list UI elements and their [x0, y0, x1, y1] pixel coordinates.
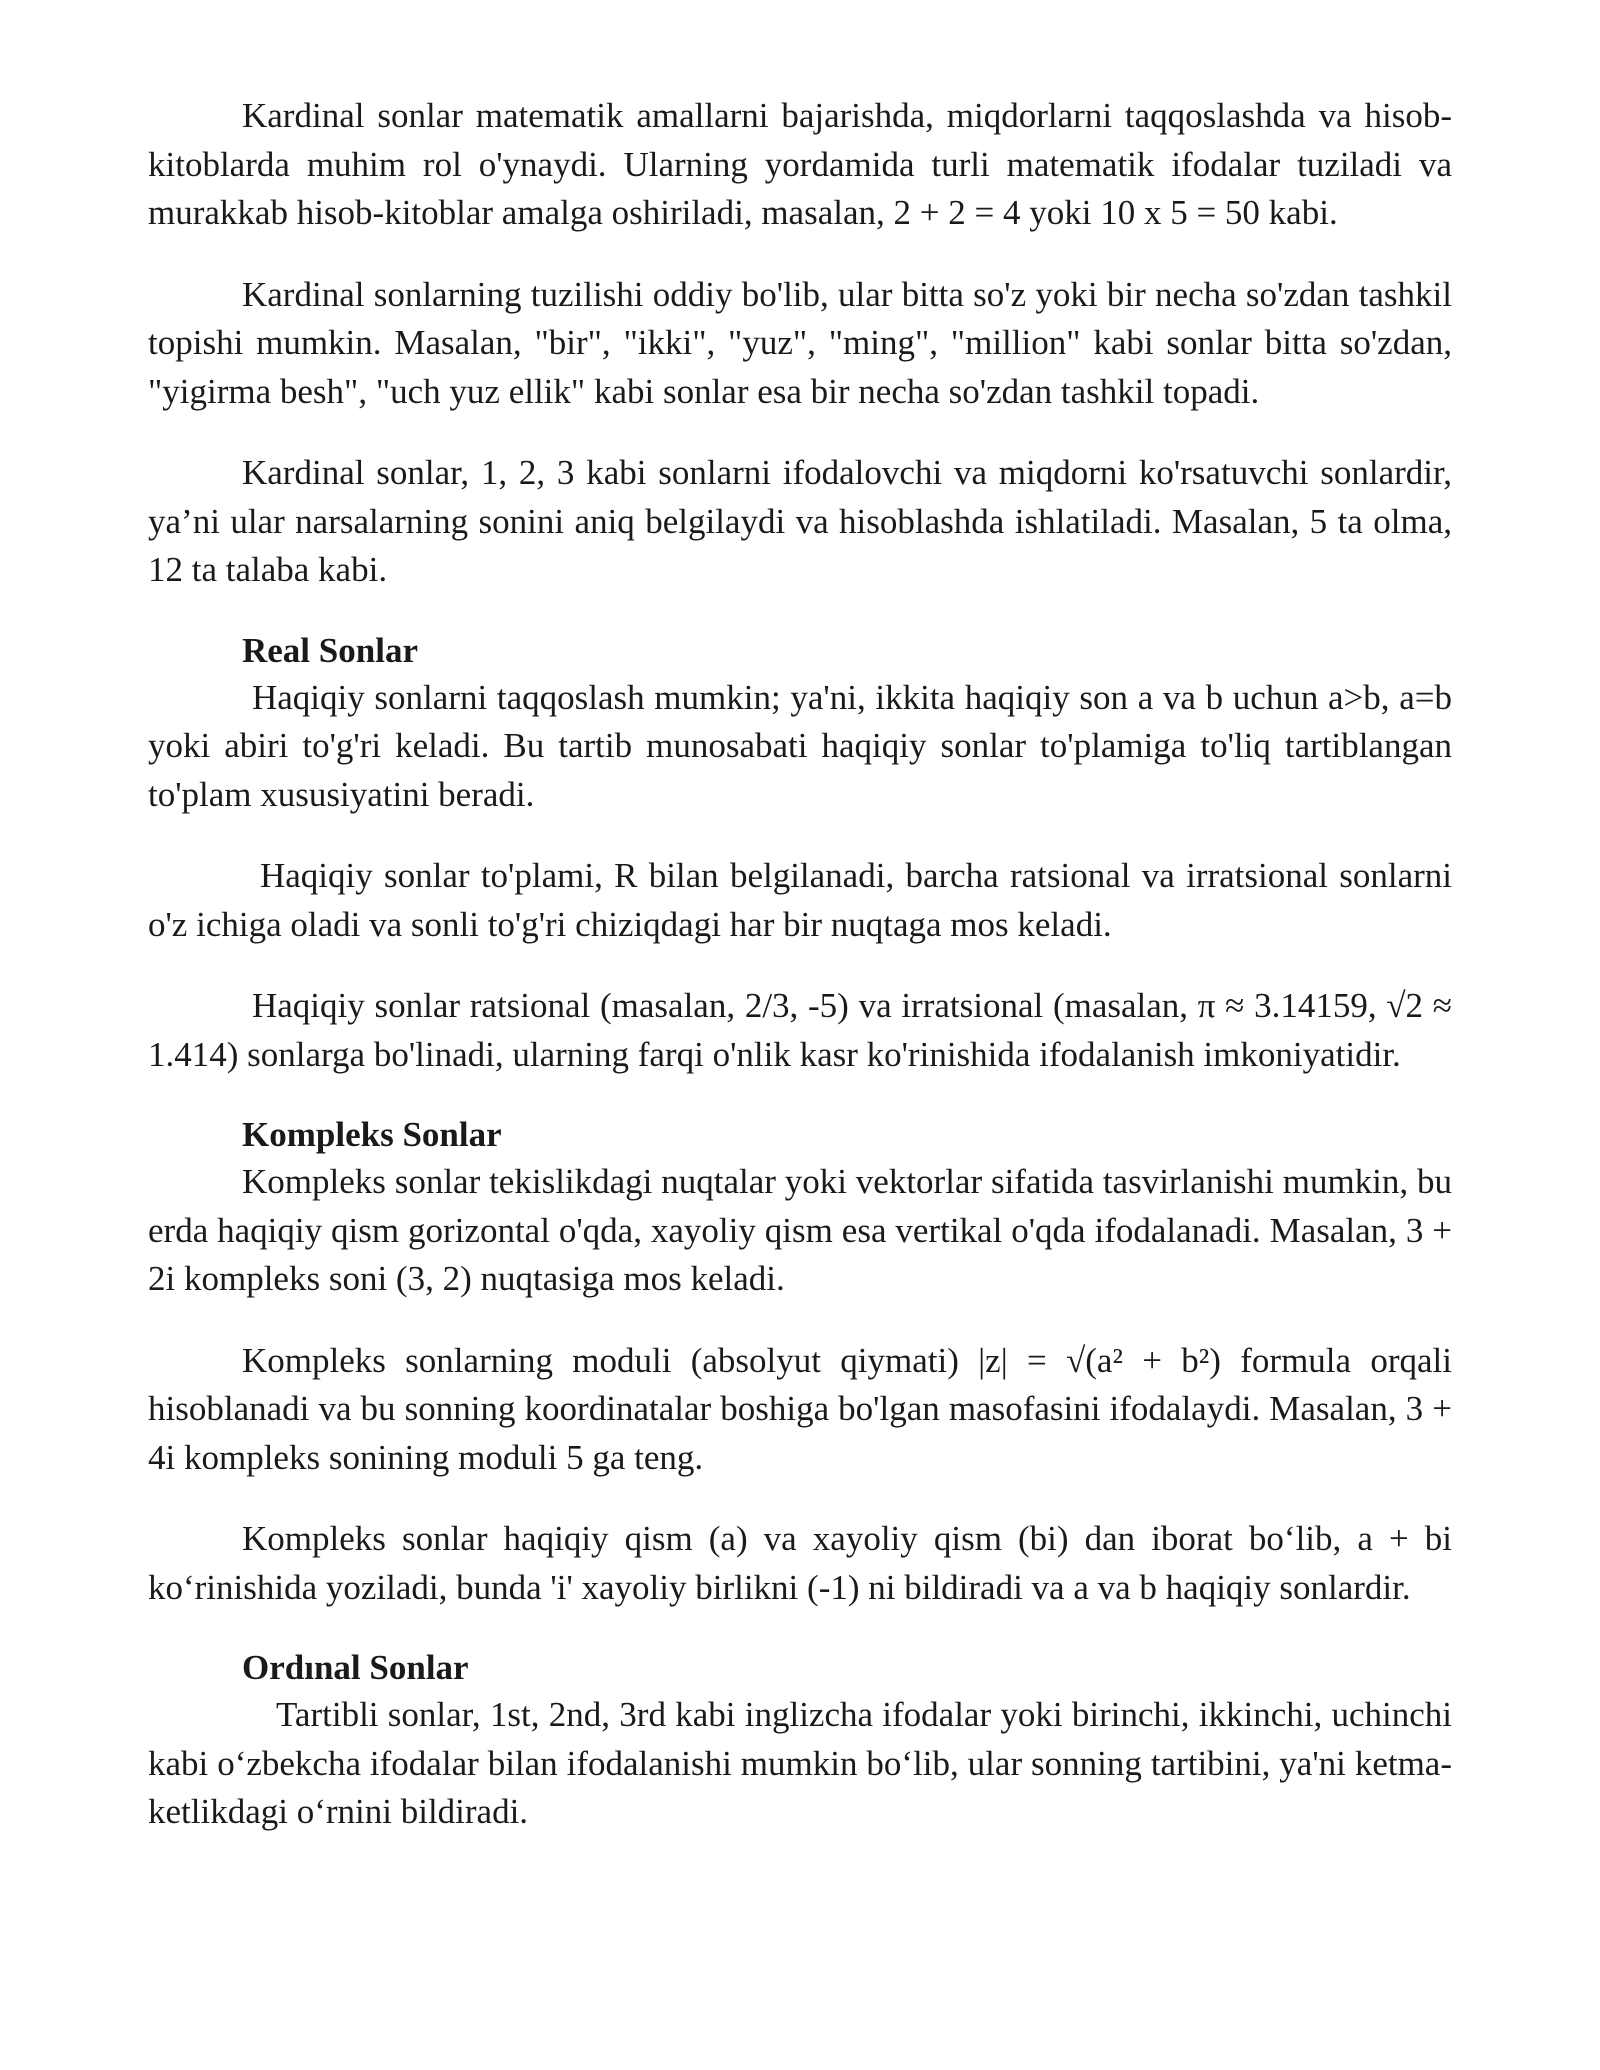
paragraph-complex-modulus: Kompleks sonlarning moduli (absolyut qiymati) |z| = √(a² + b²) formula orqali hisoblanadi va bu sonning koordinatalar boshiga bo'lgan masofasini ifodalaydi. Masalan, 3 + 4i kompleks sonining moduli 5 ga teng.: [148, 1340, 1452, 1477]
heading-real-numbers: Real Sonlar: [242, 630, 418, 670]
heading-complex-numbers: Kompleks Sonlar: [242, 1115, 502, 1154]
paragraph-real-rational-irrational: Haqiqiy sonlar ratsional (masalan, 2/3, -5) va irratsional (masalan, π ≈ 3.14159, √2 ≈ 1.414) sonlarga bo'linadi, ularning farqi o'nlik kasr ko'rinishida ifodalanish imkoniyatidir.: [148, 986, 1452, 1074]
paragraph-ordinal-definition: Tartibli sonlar, 1st, 2nd, 3rd kabi inglizcha ifodalar yoki birinchi, ikkinchi, uchinchi kabi o‘zbekcha ifodalar bilan ifodalanishi mumkin bo‘lib, ular sonning tartibini, ya'ni ketma-ketlikdagi o‘rnini bildiradi.: [148, 1695, 1452, 1831]
paragraph-cardinal-definition: Kardinal sonlar, 1, 2, 3 kabi sonlarni ifodalovchi va miqdorni ko'rsatuvchi sonlardir, ya’ni ular narsalarning sonini aniq belgilaydi va hisoblashda ishlatiladi. Masalan, 5 ta olma, 12 ta talaba kabi.: [148, 453, 1452, 589]
paragraph-complex-form: Kompleks sonlar haqiqiy qism (a) va xayoliy qism (bi) dan iborat bo‘lib, a + bi ko‘rinishida yoziladi, bunda 'i' xayoliy birlikni (-1) ni bildiradi va a va b haqiqiy sonlardir.: [148, 1519, 1452, 1607]
heading-ordinal-numbers: Ordınal Sonlar: [242, 1648, 469, 1687]
paragraph-cardinal-structure: Kardinal sonlarning tuzilishi oddiy bo'lib, ular bitta so'z yoki bir necha so'zdan tashkil topishi mumkin. Masalan, "bir", "ikki", "yuz", "ming", "million" kabi sonlar bitta so'zdan, "yigirma besh", "uch yuz ellik" kabi sonlar esa bir necha so'zdan tashkil topadi.: [148, 274, 1452, 411]
paragraph-complex-plane: Kompleks sonlar tekislikdagi nuqtalar yoki vektorlar sifatida tasvirlanishi mumkin, bu erda haqiqiy qism gorizontal o'qda, xayoliy qism esa vertikal o'qda ifodalanadi. Masalan, 3 + 2i kompleks soni (3, 2) nuqtasiga mos keladi.: [148, 1162, 1452, 1298]
document-body: [148, 92, 1452, 1870]
paragraph-real-comparison: Haqiqiy sonlarni taqqoslash mumkin; ya'ni, ikkita haqiqiy son a va b uchun a>b, a=b yoki abiri to'g'ri keladi. Bu tartib munosabati haqiqiy sonlar to'plamiga to'liq tartiblangan to'plam xususiyatini beradi.: [148, 677, 1452, 814]
paragraph-cardinal-operations: Kardinal sonlar matematik amallarni bajarishda, miqdorlarni taqqoslashda va hisob-kitoblarda muhim rol o'ynaydi. Ularning yordamida turli matematik ifodalar tuziladi va murakkab hisob-kitoblar amalga oshiriladi, masalan, 2 + 2 = 4 yoki 10 x 5 = 50 kabi.: [148, 96, 1452, 232]
paragraph-real-set: Haqiqiy sonlar to'plami, R bilan belgilanadi, barcha ratsional va irratsional sonlarni o'z ichiga oladi va sonli to'g'ri chiziqdagi har bir nuqtaga mos keladi.: [148, 856, 1452, 944]
